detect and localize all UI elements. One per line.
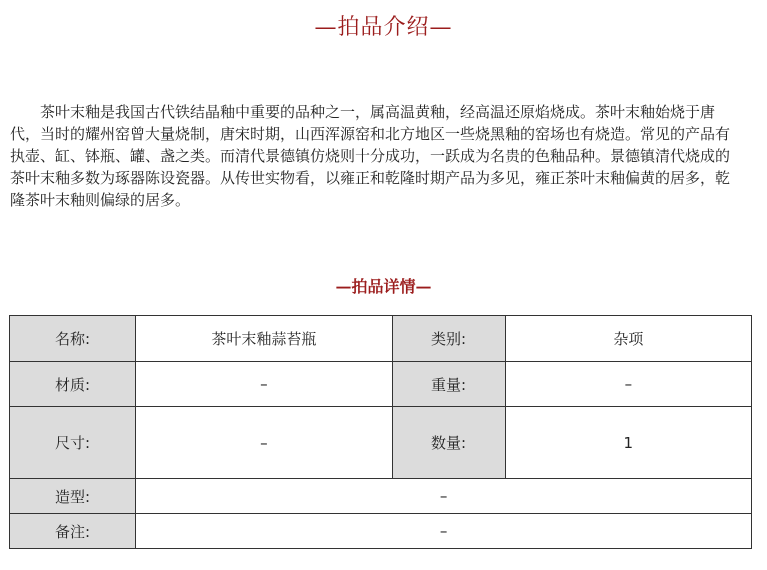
weight-label: 重量:	[392, 362, 505, 407]
table-row	[10, 479, 752, 514]
table-row	[10, 316, 752, 362]
weight-value: –	[505, 362, 751, 407]
shape-label: 造型:	[10, 479, 136, 514]
table-row	[10, 362, 752, 407]
size-value: –	[136, 407, 392, 479]
remark-label: 备注:	[10, 514, 136, 549]
material-label: 材质:	[10, 362, 136, 407]
page-title: —拍品介绍—	[314, 15, 453, 40]
name-value: 茶叶末釉蒜苔瓶	[136, 316, 392, 362]
material-value: –	[136, 362, 392, 407]
details-table	[9, 315, 752, 549]
quantity-label: 数量:	[392, 407, 505, 479]
shape-value: –	[136, 479, 752, 514]
intro-paragraph: 茶叶末釉是我国古代铁结晶釉中重要的品种之一，属高温黄釉，经高温还原焰烧成。茶叶末釉始烧于唐代，当时的耀州窑曾大量烧制，唐宋时期，山西浑源窑和北方地区一些烧黑釉的窑场也有烧造。常见的产品有执壶、缸、钵瓶、罐、盏之类。而清代景德镇仿烧则十分成功，一跃成为名贵的色釉品种。景德镇清代烧成的茶叶末釉多数为琢器陈设瓷器。从传世实物看，以雍正和乾隆时期产品为多见，雍正茶叶末釉偏黄的居多，乾隆茶叶末釉则偏绿的居多。	[10, 103, 731, 209]
name-label: 名称:	[10, 316, 136, 362]
table-row	[10, 514, 752, 549]
table-row	[10, 407, 752, 479]
quantity-value: 1	[505, 407, 751, 479]
category-value: 杂项	[505, 316, 751, 362]
remark-value: –	[136, 514, 752, 549]
details-title: —拍品详情—	[335, 277, 432, 296]
category-label: 类别:	[392, 316, 505, 362]
size-label: 尺寸:	[10, 407, 136, 479]
